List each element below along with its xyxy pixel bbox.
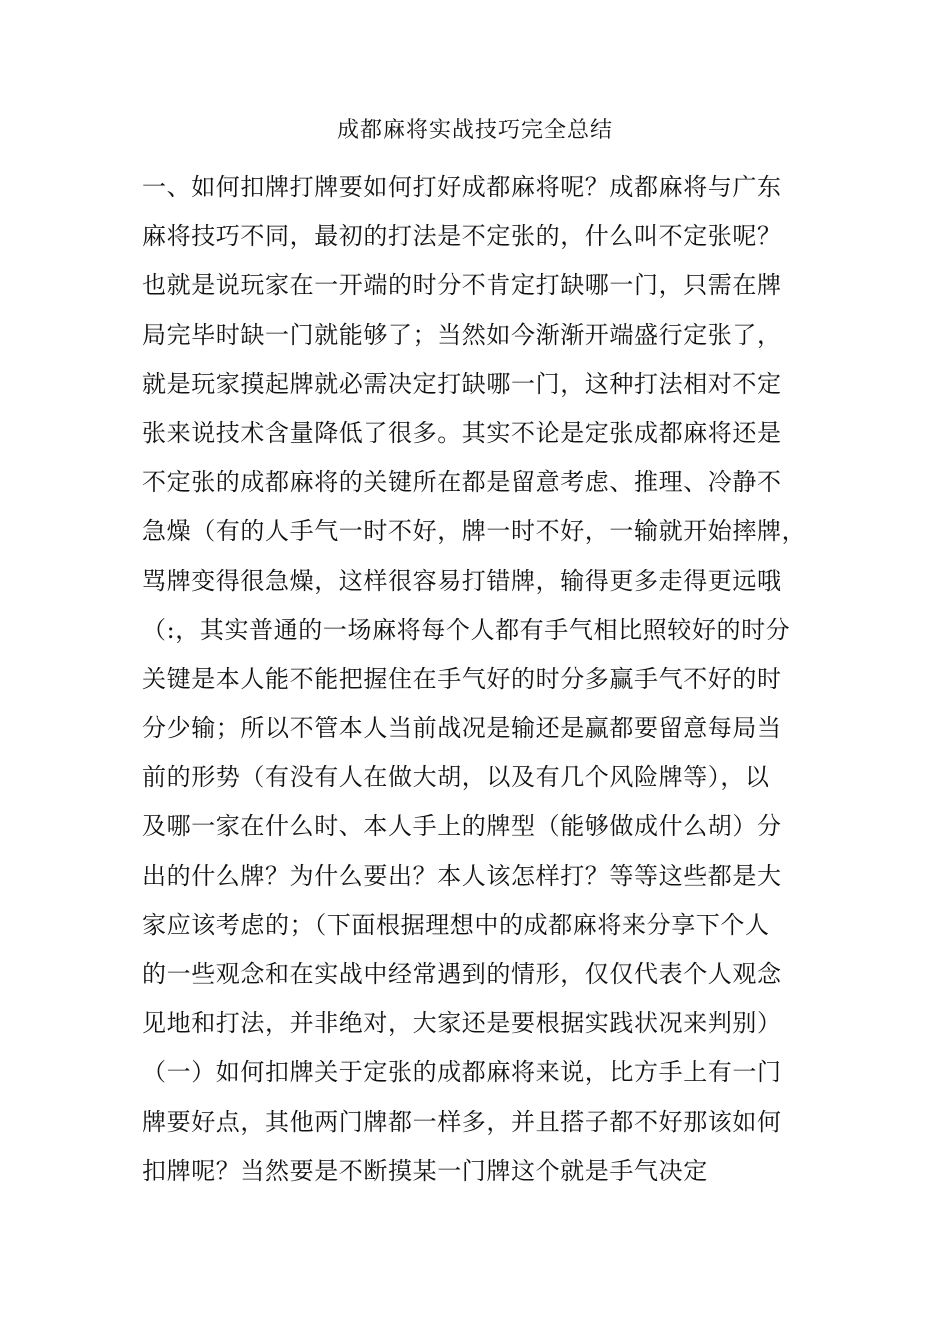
body-line: 局完毕时缺一门就能够了；当然如今渐渐开端盛行定张了， — [142, 320, 782, 349]
body-line: 及哪一家在什么时、本人手上的牌型（能够做成什么胡）分 — [142, 812, 782, 841]
body-line: （一）如何扣牌关于定张的成都麻将来说，比方手上有一门 — [142, 1058, 782, 1087]
body-line: 张来说技术含量降低了很多。其实不论是定张成都麻将还是 — [142, 418, 782, 447]
body-line: 不定张的成都麻将的关键所在都是留意考虑、推理、冷静不 — [142, 468, 782, 497]
body-line: 就是玩家摸起牌就必需决定打缺哪一门，这种打法相对不定 — [142, 369, 782, 398]
body-line: 麻将技巧不同，最初的打法是不定张的，什么叫不定张呢？ — [142, 222, 782, 251]
body-line: 分少输；所以不管本人当前战况是输还是赢都要留意每局当 — [142, 714, 782, 743]
body-line: 扣牌呢？当然要是不断摸某一门牌这个就是手气决定 — [142, 1156, 708, 1185]
document-title: 成都麻将实战技巧完全总结 — [336, 118, 613, 143]
body-line: 前的形势（有没有人在做大胡，以及有几个风险牌等），以 — [142, 763, 770, 792]
body-line: （:，其实普通的一场麻将每个人都有手气相比照较好的时分 — [142, 615, 791, 644]
body-line: 骂牌变得很急燥，这样很容易打错牌，输得更多走得更远哦 — [142, 566, 782, 595]
body-line: 出的什么牌？为什么要出？本人该怎样打？等等这些都是大 — [142, 861, 782, 890]
body-line: 关键是本人能不能把握住在手气好的时分多赢手气不好的时 — [142, 664, 782, 693]
document-body — [142, 169, 822, 1202]
body-line: 牌要好点，其他两门牌都一样多，并且搭子都不好那该如何 — [142, 1107, 782, 1136]
body-line: 急燥（有的人手气一时不好，牌一时不好，一输就开始摔牌， — [142, 517, 807, 546]
body-line: 也就是说玩家在一开端的时分不肯定打缺哪一门，只需在牌 — [142, 271, 782, 300]
body-line: 家应该考虑的；（下面根据理想中的成都麻将来分享下个人 — [142, 910, 770, 939]
body-line: 见地和打法，并非绝对，大家还是要根据实践状况来判别） — [142, 1009, 782, 1038]
body-line: 的一些观念和在实战中经常遇到的情形，仅仅代表个人观念 — [142, 960, 782, 988]
body-line: 一、如何扣牌打牌要如何打好成都麻将呢？成都麻将与广东 — [142, 173, 782, 201]
